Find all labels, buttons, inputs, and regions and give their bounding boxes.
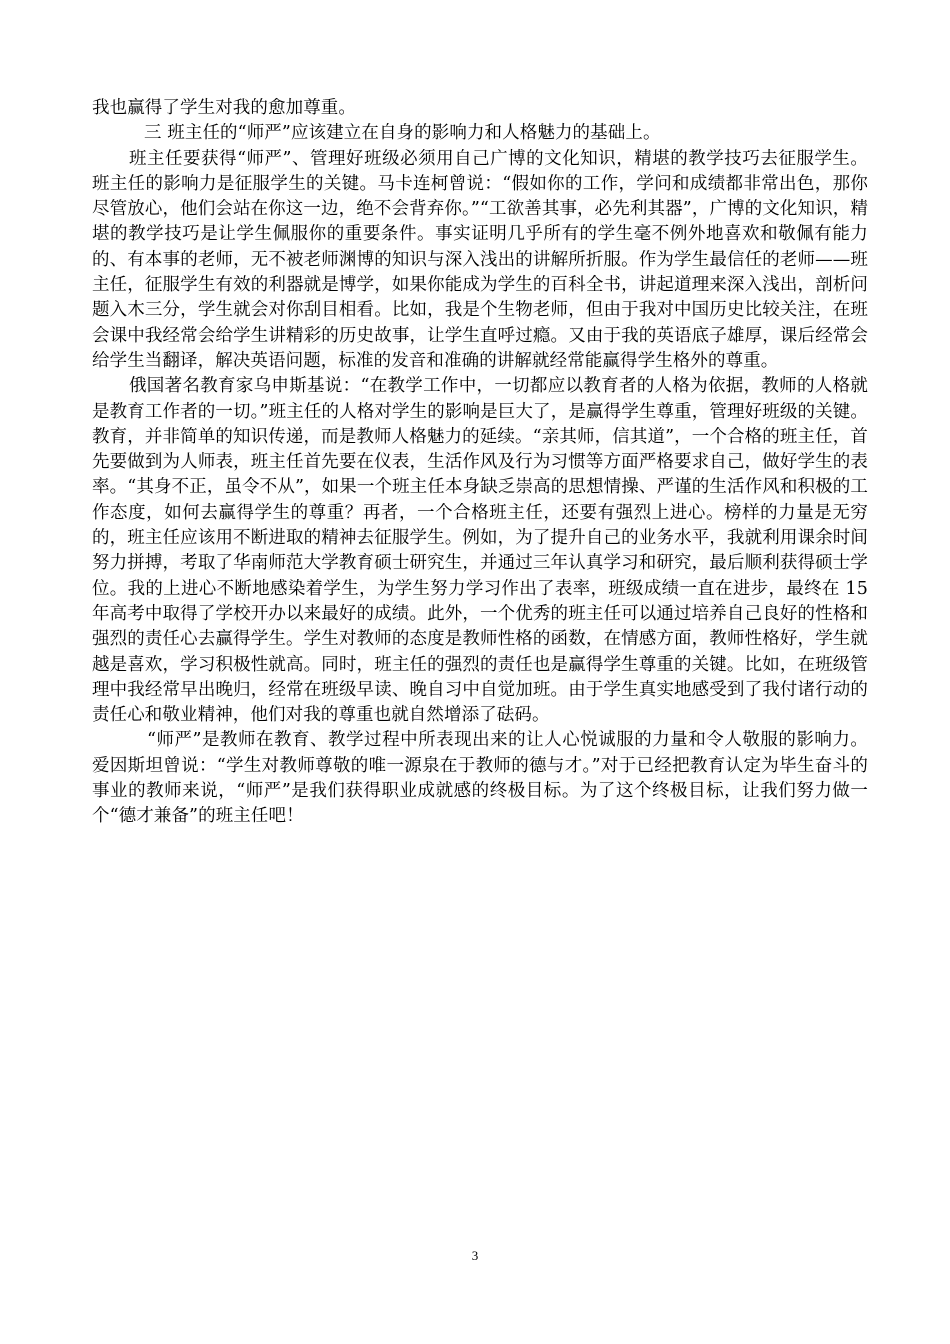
paragraph-conclusion: “师严”是教师在教育、教学过程中所表现出来的让人心悦诚服的力量和令人敬服的影响力。爱因斯坦曾说：“学生对教师尊敬的唯一源泉在于教师的德与才。”对于已经把教育认定为毕生奋斗的事业的教师来说，“师严”是我们获得职业成就感的终极目标。为了这个终极目标，让我们努力做一个“德才兼备”的班主任吧！ <box>92 730 868 827</box>
paragraph-personality: 俄国著名教育家乌申斯基说：“在教学工作中，一切都应以教育者的人格为依据，教师的人格就是教育工作者的一切。”班主任的人格对学生的影响是巨大了，是赢得学生尊重，管理好班级的关键。教育，并非简单的知识传递，而是教师人格魅力的延续。“亲其师，信其道”，一个合格的班主任，首先要做到为人师表，班主任首先要在仪表，生活作风及行为习惯等方面严格要求自己，做好学生的表率。“其身不正，虽令不从”，如果一个班主任本身缺乏崇高的思想情操、严谨的生活作风和积极的工作态度，如何去赢得学生的尊重？再者，一个合格班主任，还要有强烈上进心。榜样的力量是无穷的，班主任应该用不断进取的精神去征服学生。例如，为了提升自己的业务水平，我就利用课余时间努力拼搏，考取了华南师范大学教育硕士研究生，并通过三年认真学习和研究，最后顺利获得硕士学位。我的上进心不断地感染着学生，为学生努力学习作出了表率，班级成绩一直在进步，最终在 15 年高考中取得了学校开办以来最好的成绩。此外，一个优秀的班主任可以通过培养自己良好的性格和强烈的责任心去赢得学生。学生对教师的态度是教师性格的函数，在情感方面，教师性格好，学生就越是喜欢，学习积极性就高。同时，班主任的强烈的责任也是赢得学生尊重的关键。比如，在班级管理中我经常早出晚归，经常在班级早读、晚自习中自觉加班。由于学生真实地感受到了我付诸行动的责任心和敬业精神，他们对我的尊重也就自然增添了砝码。 <box>92 376 868 726</box>
paragraph-influence: 班主任要获得“师严”、管理好班级必须用自己广博的文化知识，精堪的教学技巧去征服学生。班主任的影响力是征服学生的关键。马卡连柯曾说：“假如你的工作，学问和成绩都非常出色，那你尽管放心，他们会站在你这一边，绝不会背弃你。”“工欲善其事，必先利其器”，广博的文化知识，精堪的教学技巧是让学生佩服你的重要条件。事实证明几乎所有的学生毫不例外地喜欢和敬佩有能力的、有本事的老师，无不被老师渊博的知识与深入浅出的讲解所折服。作为学生最信任的老师——班主任，征服学生有效的利器就是博学，如果你能成为学生的百科全书，讲起道理来深入浅出，剖析问题入木三分，学生就会对你刮目相看。比如，我是个生物老师，但由于我对中国历史比较关注，在班会课中我经常会给学生讲精彩的历史故事，让学生直呼过瘾。又由于我的英语底子雄厚，课后经常会给学生当翻译，解决英语问题，标准的发音和准确的讲解就经常能赢得学生格外的尊重。 <box>92 148 868 371</box>
page-number: 3 <box>471 1248 479 1263</box>
document-body <box>92 96 868 830</box>
paragraph-continuation: 我也赢得了学生对我的愈加尊重。 <box>92 98 356 118</box>
section-heading-3: 三 班主任的“师严”应该建立在自身的影响力和人格魅力的基础上。 <box>144 123 661 144</box>
